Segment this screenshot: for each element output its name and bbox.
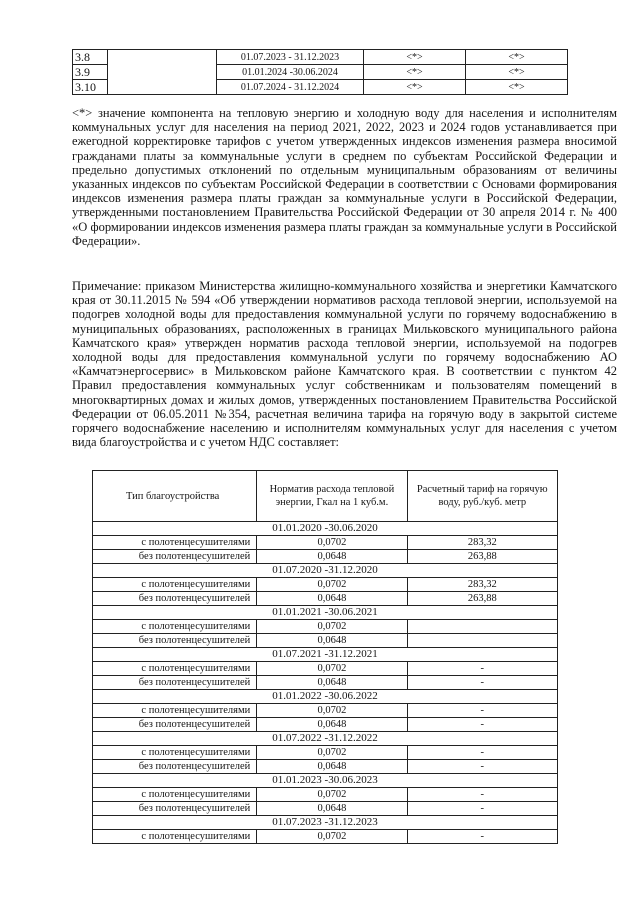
tariff-row bbox=[93, 718, 558, 732]
period-label: 01.01.2023 -30.06.2023 bbox=[93, 774, 558, 788]
tariff-row bbox=[93, 746, 558, 760]
row-number: 3.8 bbox=[73, 50, 108, 65]
type-cell: без полотенцесушителей bbox=[93, 760, 257, 774]
norm-cell: 0,0648 bbox=[257, 634, 407, 648]
period-label: 01.07.2021 -31.12.2021 bbox=[93, 648, 558, 662]
period-row bbox=[93, 816, 558, 830]
type-cell: с полотенцесушителями bbox=[93, 620, 257, 634]
tariff-row bbox=[93, 676, 558, 690]
type-cell: с полотенцесушителями bbox=[93, 578, 257, 592]
tariff-row bbox=[93, 830, 558, 844]
type-cell: без полотенцесушителей bbox=[93, 718, 257, 732]
tariff-cell bbox=[407, 620, 557, 634]
period-row bbox=[93, 774, 558, 788]
norm-cell: 0,0702 bbox=[257, 578, 407, 592]
tariff-cell: 283,32 bbox=[407, 578, 557, 592]
type-cell: без полотенцесушителей bbox=[93, 592, 257, 606]
period-cell: 01.07.2024 - 31.12.2024 bbox=[217, 80, 364, 95]
norm-cell: 0,0702 bbox=[257, 620, 407, 634]
value-cell: <*> bbox=[364, 50, 466, 65]
period-label: 01.01.2022 -30.06.2022 bbox=[93, 690, 558, 704]
tariff-cell: - bbox=[407, 662, 557, 676]
type-cell: с полотенцесушителями bbox=[93, 830, 257, 844]
continuation-table-body bbox=[73, 50, 568, 95]
period-cell: 01.01.2024 -30.06.2024 bbox=[217, 65, 364, 80]
tariff-table bbox=[92, 470, 558, 844]
norm-cell: 0,0702 bbox=[257, 536, 407, 550]
type-cell: с полотенцесушителями bbox=[93, 662, 257, 676]
tariff-cell: 263,88 bbox=[407, 550, 557, 564]
norm-cell: 0,0648 bbox=[257, 760, 407, 774]
type-cell: без полотенцесушителей bbox=[93, 550, 257, 564]
type-cell: без полотенцесушителей bbox=[93, 676, 257, 690]
value-cell: <*> bbox=[466, 50, 568, 65]
period-row bbox=[93, 648, 558, 662]
tariff-cell bbox=[407, 634, 557, 648]
tariff-row bbox=[93, 662, 558, 676]
value-cell: <*> bbox=[364, 80, 466, 95]
row-number: 3.10 bbox=[73, 80, 108, 95]
type-cell: с полотенцесушителями bbox=[93, 788, 257, 802]
type-cell: с полотенцесушителями bbox=[93, 704, 257, 718]
period-label: 01.07.2022 -31.12.2022 bbox=[93, 732, 558, 746]
norm-cell: 0,0648 bbox=[257, 550, 407, 564]
tariff-row bbox=[93, 578, 558, 592]
value-cell: <*> bbox=[364, 65, 466, 80]
type-cell: с полотенцесушителями bbox=[93, 536, 257, 550]
tariff-cell: - bbox=[407, 718, 557, 732]
remark-paragraph: Примечание: приказом Министерства жилищно-коммунального хозяйства и энергетики Камчатского края от 30.11.2015 № 594 «Об утверждении нормативов расхода тепловой энергии, используемой на подогрев холодной воды для предоставления коммунальной услуги по горячему водоснабжению в муниципальных образованиях, расположенных в границах Мильковского муниципального района Камчатского края» утвержден норматив расхода тепловой энергии, используемой на подогрев холодной воды для предоставления коммунальной услуги по горячему водоснабжению АО «Камчатэнергосервис» в Мильковском районе Камчатского края. В соответствии с пунктом 42 Правил предоставления коммунальных услуг собственникам и пользователям помещений в многоквартирных домах и жилых домов, утвержденных постановлением Правительства Российской Федерации от 06.05.2011 №354, расчетная величина тарифа на горячую воду в закрытой системе горячего водоснабжение населению и исполнителям коммунальных услуг для населения с учетом вида благоустройства и с учетом НДС составляет: bbox=[72, 279, 617, 450]
type-cell: без полотенцесушителей bbox=[93, 634, 257, 648]
period-cell: 01.07.2023 - 31.12.2023 bbox=[217, 50, 364, 65]
tariff-row bbox=[93, 550, 558, 564]
period-label: 01.01.2020 -30.06.2020 bbox=[93, 522, 558, 536]
type-cell: без полотенцесушителей bbox=[93, 802, 257, 816]
tariff-row bbox=[93, 592, 558, 606]
norm-cell: 0,0702 bbox=[257, 662, 407, 676]
type-cell: с полотенцесушителями bbox=[93, 746, 257, 760]
value-cell: <*> bbox=[466, 80, 568, 95]
norm-cell: 0,0702 bbox=[257, 704, 407, 718]
header-type: Тип благоустройства bbox=[93, 471, 257, 522]
norm-cell: 0,0648 bbox=[257, 802, 407, 816]
period-row bbox=[93, 522, 558, 536]
norm-cell: 0,0702 bbox=[257, 788, 407, 802]
tariff-table-body bbox=[93, 471, 558, 844]
tariff-header-row bbox=[93, 471, 558, 522]
tariff-cell: - bbox=[407, 788, 557, 802]
tariff-cell: - bbox=[407, 830, 557, 844]
norm-cell: 0,0702 bbox=[257, 746, 407, 760]
tariff-cell: - bbox=[407, 676, 557, 690]
tariff-row bbox=[93, 634, 558, 648]
norm-cell: 0,0648 bbox=[257, 592, 407, 606]
norm-cell: 0,0648 bbox=[257, 676, 407, 690]
tariff-cell: - bbox=[407, 704, 557, 718]
period-label: 01.07.2020 -31.12.2020 bbox=[93, 564, 558, 578]
norm-cell: 0,0648 bbox=[257, 718, 407, 732]
blank-cell bbox=[108, 50, 217, 95]
period-row bbox=[93, 564, 558, 578]
value-cell: <*> bbox=[466, 65, 568, 80]
tariff-row bbox=[93, 620, 558, 634]
tariff-row bbox=[93, 536, 558, 550]
tariff-cell: 283,32 bbox=[407, 536, 557, 550]
period-row bbox=[93, 690, 558, 704]
continuation-row bbox=[73, 50, 568, 65]
period-label: 01.07.2023 -31.12.2023 bbox=[93, 816, 558, 830]
tariff-row bbox=[93, 802, 558, 816]
tariff-row bbox=[93, 704, 558, 718]
continuation-table bbox=[72, 49, 568, 95]
tariff-cell: 263,88 bbox=[407, 592, 557, 606]
period-label: 01.01.2021 -30.06.2021 bbox=[93, 606, 558, 620]
header-tariff: Расчетный тариф на горячую воду, руб./куб. метр bbox=[407, 471, 557, 522]
tariff-row bbox=[93, 788, 558, 802]
period-row bbox=[93, 732, 558, 746]
tariff-cell: - bbox=[407, 760, 557, 774]
tariff-cell: - bbox=[407, 746, 557, 760]
period-row bbox=[93, 606, 558, 620]
note-paragraph: <*> значение компонента на тепловую энергию и холодную воду для населения и исполнителям коммунальных услуг для населения на период 2021, 2022, 2023 и 2024 годов устанавливается при ежегодной корректировке тарифов с учетом утвержденных индексов изменения размера вносимой гражданами платы за коммунальные услуги в среднем по субъектам Российской Федерации и предельно допустимых отклонений по отдельным муниципальным образованиям от величины указанных индексов по субъектам Российской Федерации в соответствии с Основами формирования индексов изменения размера платы граждан за коммунальные услуги в Российской Федерации, утвержденными постановлением Правительства Российской Федерации от 30 апреля 2014 г. № 400 «О формировании индексов изменения размера платы граждан за коммунальные услуги в Российской Федерации». bbox=[72, 106, 617, 248]
tariff-row bbox=[93, 760, 558, 774]
header-norm: Норматив расхода тепловой энергии, Гкал на 1 куб.м. bbox=[257, 471, 407, 522]
tariff-cell: - bbox=[407, 802, 557, 816]
norm-cell: 0,0702 bbox=[257, 830, 407, 844]
row-number: 3.9 bbox=[73, 65, 108, 80]
